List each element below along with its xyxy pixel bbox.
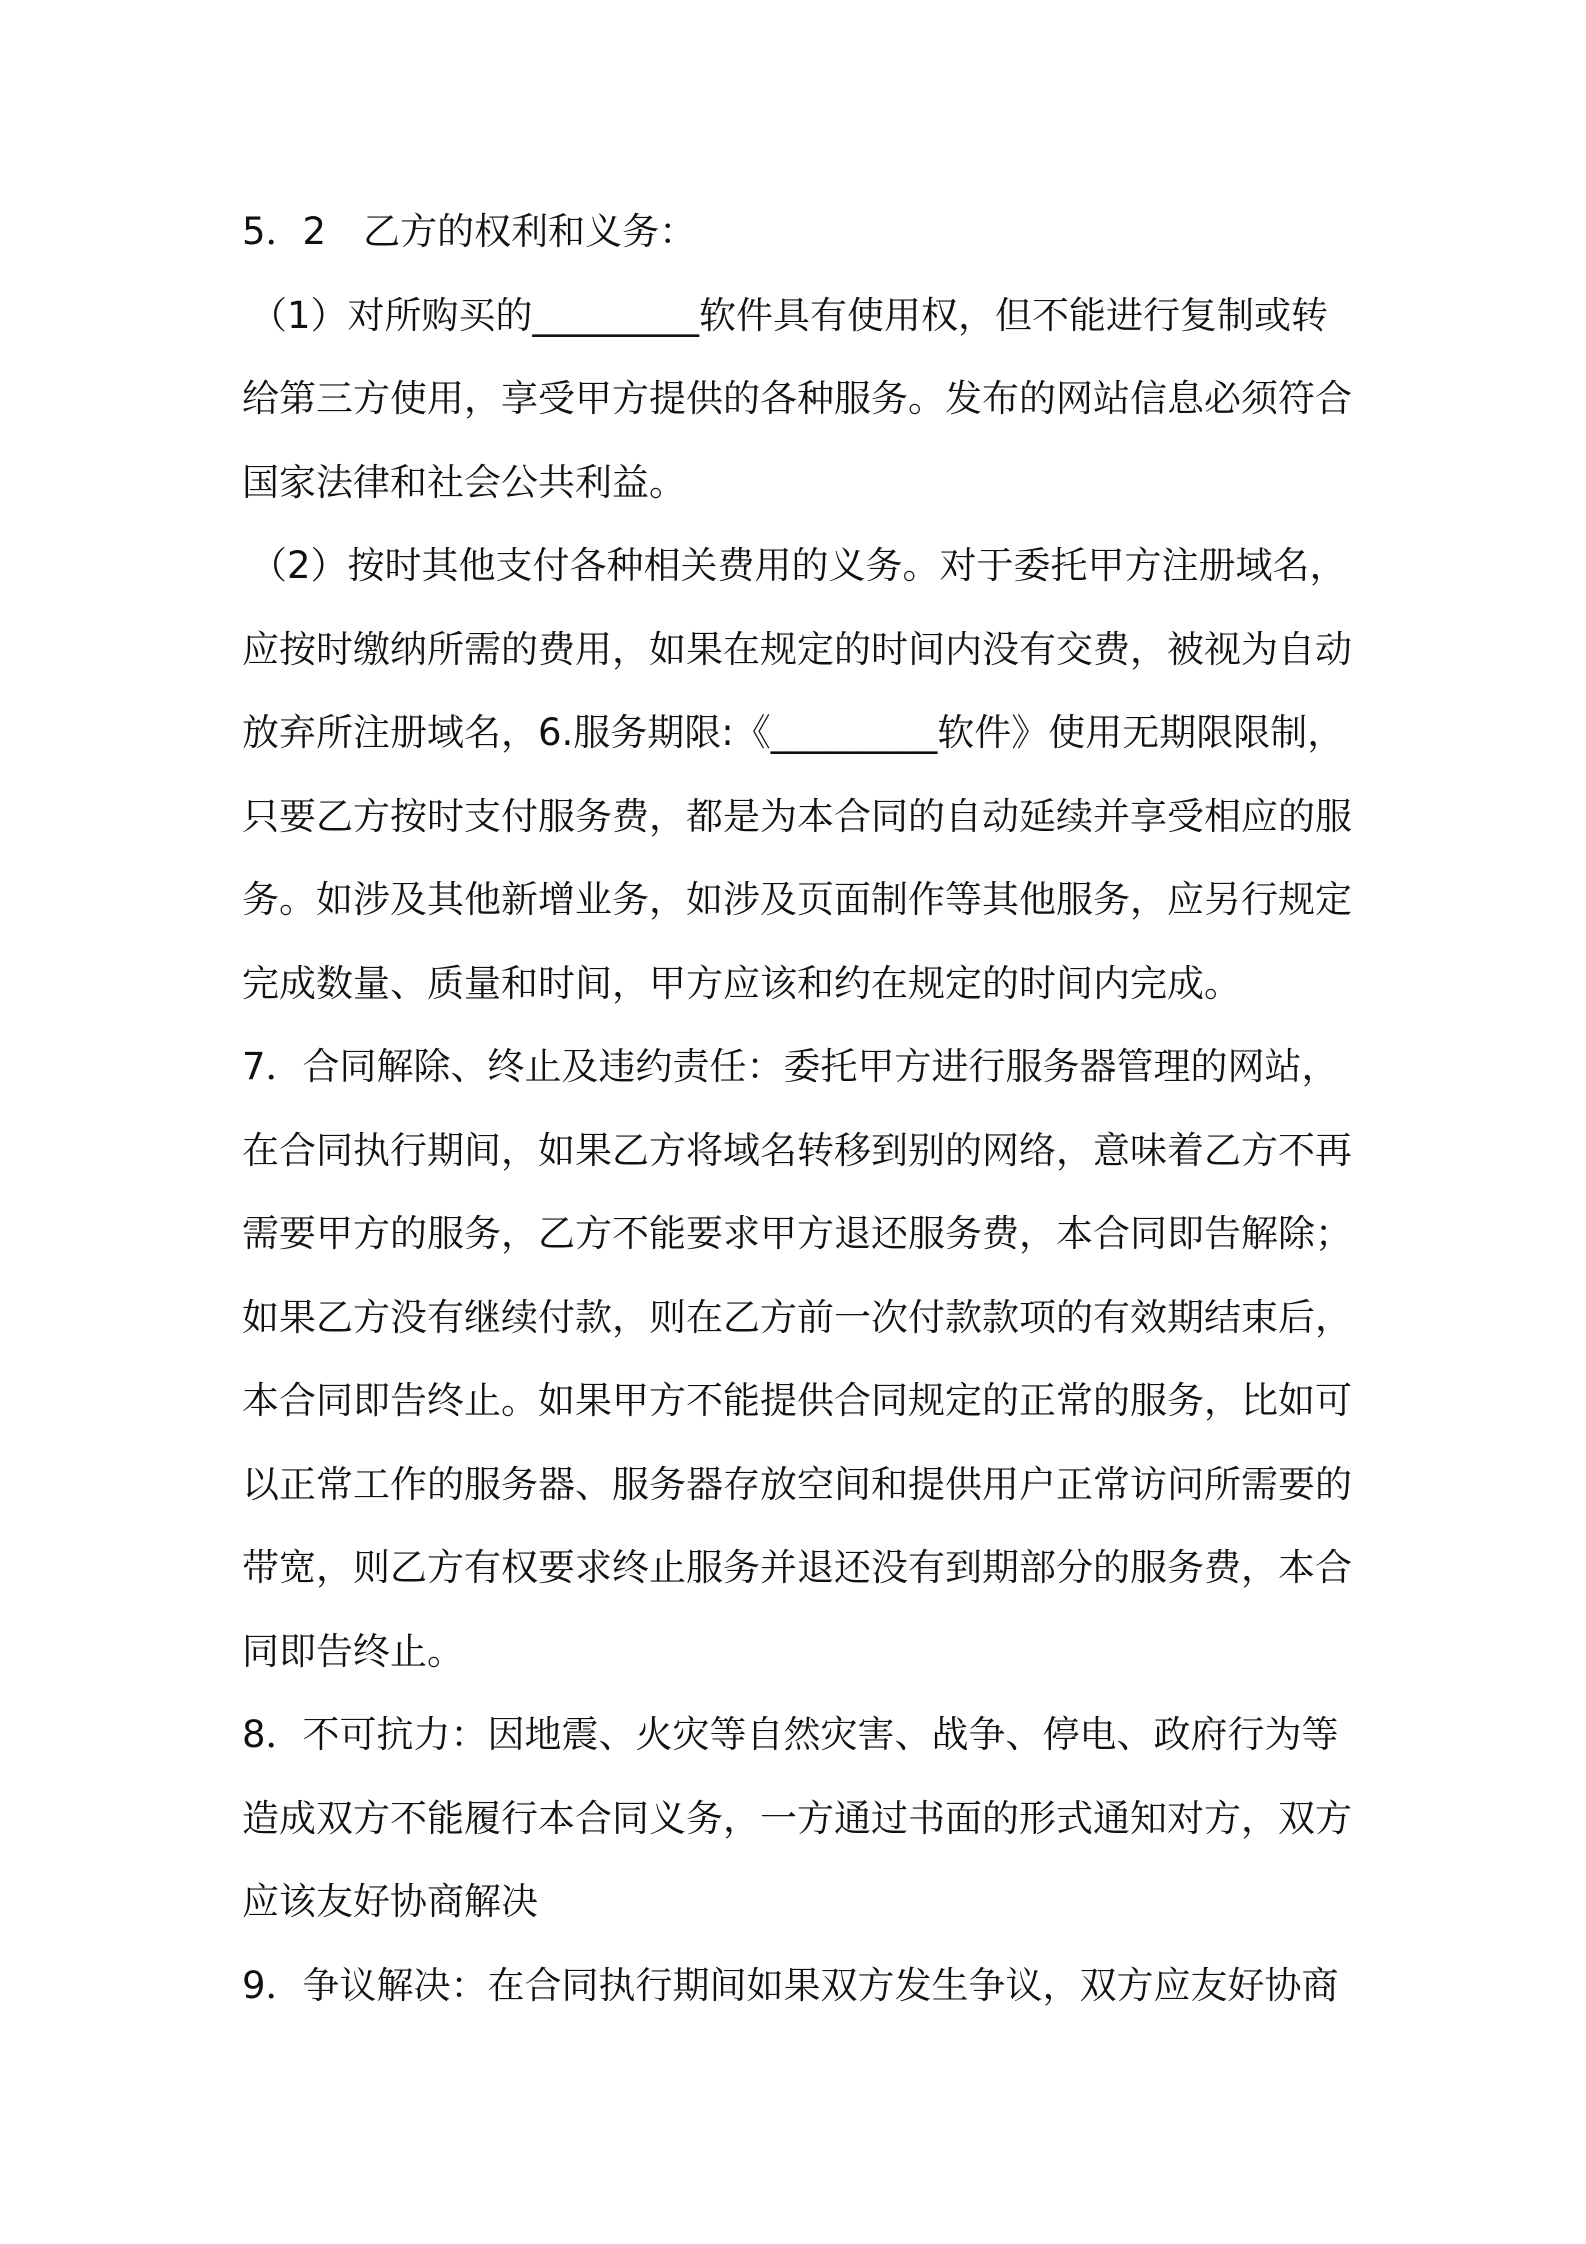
section-8-line-3: 应该友好协商解决 bbox=[242, 1880, 538, 1923]
section-7-line-7: 带宽，则乙方有权要求终止服务并退还没有到期部分的服务费，本合 bbox=[242, 1546, 1352, 1589]
section-8-line-1: 8．不可抗力：因地震、火灾等自然灾害、战争、停电、政府行为等 bbox=[242, 1713, 1339, 1756]
section-7-line-6: 以正常工作的服务器、服务器存放空间和提供用户正常访问所需要的 bbox=[242, 1462, 1352, 1506]
clause-1-line-1: （1）对所购买的_________软件具有使用权，但不能进行复制或转 bbox=[250, 293, 1329, 337]
clause-1-line-3: 国家法律和社会公共利益。 bbox=[242, 460, 686, 504]
clause-2-line-6: 完成数量、质量和时间，甲方应该和约在规定的时间内完成。 bbox=[242, 961, 1241, 1005]
clause-2-line-5: 务。如涉及其他新增业务，如涉及页面制作等其他服务，应另行规定 bbox=[242, 878, 1352, 921]
clause-2-line-4: 只要乙方按时支付服务费，都是为本合同的自动延续并享受相应的服 bbox=[242, 794, 1352, 838]
section-7-line-3: 需要甲方的服务，乙方不能要求甲方退还服务费，本合同即告解除； bbox=[242, 1212, 1352, 1255]
clause-2-line-3: 放弃所注册域名，6.服务期限:《_________软件》使用无期限限制， bbox=[242, 711, 1345, 754]
section-7-line-4: 如果乙方没有继续付款，则在乙方前一次付款款项的有效期结束后， bbox=[242, 1295, 1352, 1339]
section-5-2-heading: 5．2 乙方的权利和义务： bbox=[242, 210, 697, 253]
clause-2-line-1: （2）按时其他支付各种相关费用的义务。对于委托甲方注册域名， bbox=[250, 544, 1347, 587]
section-7-line-1: 7．合同解除、终止及违约责任：委托甲方进行服务器管理的网站， bbox=[242, 1045, 1339, 1088]
section-7-line-8: 同即告终止。 bbox=[242, 1629, 464, 1673]
section-9-line-1: 9．争议解决：在合同执行期间如果双方发生争议，双方应友好协商 bbox=[242, 1963, 1339, 2007]
contract-text bbox=[242, 190, 1358, 2027]
section-7-line-5: 本合同即告终止。如果甲方不能提供合同规定的正常的服务，比如可 bbox=[242, 1379, 1352, 1422]
clause-1-line-2: 给第三方使用，享受甲方提供的各种服务。发布的网站信息必须符合 bbox=[242, 377, 1352, 420]
section-7-line-2: 在合同执行期间，如果乙方将域名转移到别的网络，意味着乙方不再 bbox=[242, 1128, 1352, 1172]
clause-2-line-2: 应按时缴纳所需的费用，如果在规定的时间内没有交费，被视为自动 bbox=[242, 627, 1352, 671]
section-8-line-2: 造成双方不能履行本合同义务，一方通过书面的形式通知对方，双方 bbox=[242, 1796, 1352, 1840]
